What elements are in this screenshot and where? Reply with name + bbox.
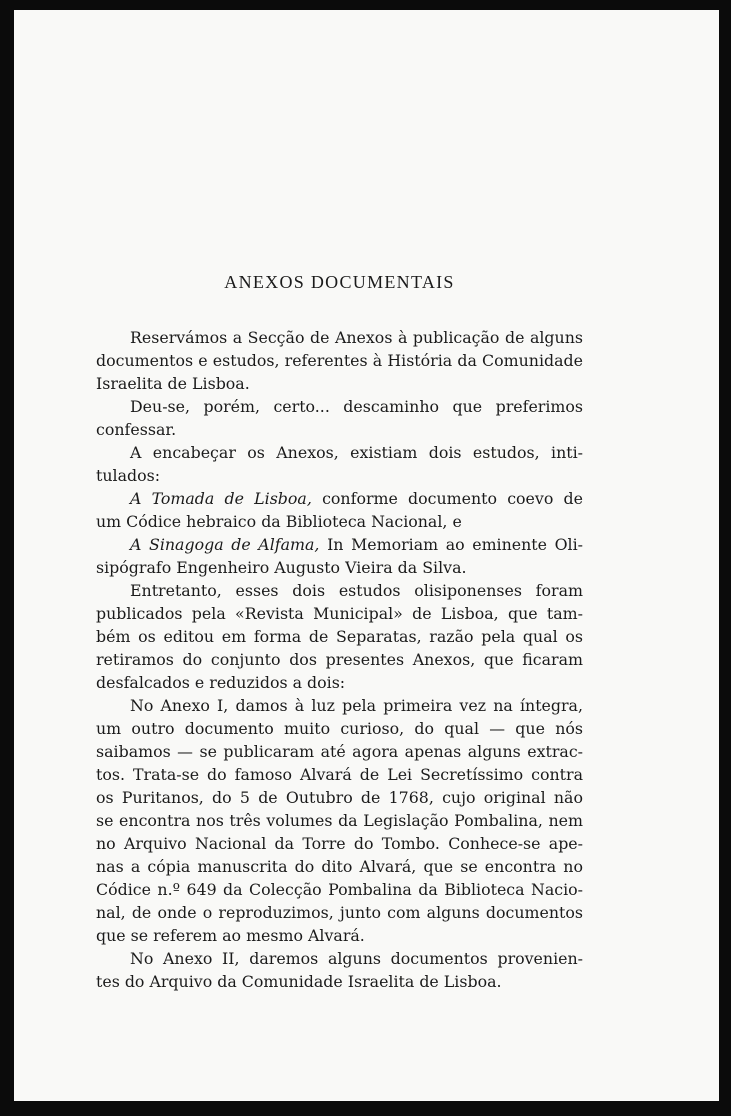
text-line — [96, 533, 583, 556]
text-line: tes do Arquivo da Comunidade Israelita de Lisboa. — [96, 972, 502, 991]
text-line: documentos e estudos, referentes à História da Comunidade — [96, 351, 583, 370]
text-line: Deu-se, porém, certo... descaminho que preferimos — [130, 397, 583, 416]
text-line: A encabeçar os Anexos, existiam dois estudos, inti- — [130, 443, 583, 462]
text-line: desfalcados e reduzidos a dois: — [96, 673, 346, 692]
text-line: Israelita de Lisboa. — [96, 374, 250, 393]
text-line: se encontra nos três volumes da Legislação Pombalina, nem — [96, 811, 583, 830]
text-line: Entretanto, esses dois estudos olisiponenses foram — [130, 581, 583, 600]
text-line: No Anexo I, damos à luz pela primeira vez na íntegra, — [130, 696, 583, 715]
text-line: confessar. — [96, 420, 177, 439]
text-line: publicados pela «Revista Municipal» de Lisboa, que tam- — [96, 604, 583, 623]
text-line: No Anexo II, daremos alguns documentos provenien- — [130, 949, 583, 968]
text-line: tos. Trata-se do famoso Alvará de Lei Secretíssimo contra — [96, 765, 583, 784]
text-line: nas a cópia manuscrita do dito Alvará, que se encontra no — [96, 857, 583, 876]
text-line: retiramos do conjunto dos presentes Anexos, que ficaram — [96, 650, 583, 669]
text-line: tulados: — [96, 466, 161, 485]
text-line: sipógrafo Engenheiro Augusto Vieira da Silva. — [96, 558, 467, 577]
line-fragment: conforme documento coevo de — [322, 489, 583, 508]
text-line: Códice n.º 649 da Colecção Pombalina da Biblioteca Nacio- — [96, 880, 583, 899]
text-line: um Códice hebraico da Biblioteca Nacional, e — [96, 512, 462, 531]
text-line: saibamos — se publicaram até agora apenas alguns extrac- — [96, 742, 583, 761]
line-fragment: In Memoriam ao eminente Oli- — [327, 535, 583, 554]
page — [14, 10, 719, 1101]
body-text — [96, 326, 583, 993]
text-line: bém os editou em forma de Separatas, razão pela qual os — [96, 627, 583, 646]
text-line — [96, 487, 583, 510]
page-heading: ANEXOS DOCUMENTAIS — [224, 272, 455, 292]
text-line: no Arquivo Nacional da Torre do Tombo. Conhece-se ape- — [96, 834, 583, 853]
italic-title: A Tomada de Lisboa, — [130, 489, 312, 508]
text-line: nal, de onde o reproduzimos, junto com alguns documentos — [96, 903, 583, 922]
text-line: os Puritanos, do 5 de Outubro de 1768, cujo original não — [96, 788, 583, 807]
italic-title: A Sinagoga de Alfama, — [130, 535, 320, 554]
text-line: que se referem ao mesmo Alvará. — [96, 926, 365, 945]
text-line: um outro documento muito curioso, do qual — que nós — [96, 719, 583, 738]
text-line: Reservámos a Secção de Anexos à publicação de alguns — [130, 328, 583, 347]
